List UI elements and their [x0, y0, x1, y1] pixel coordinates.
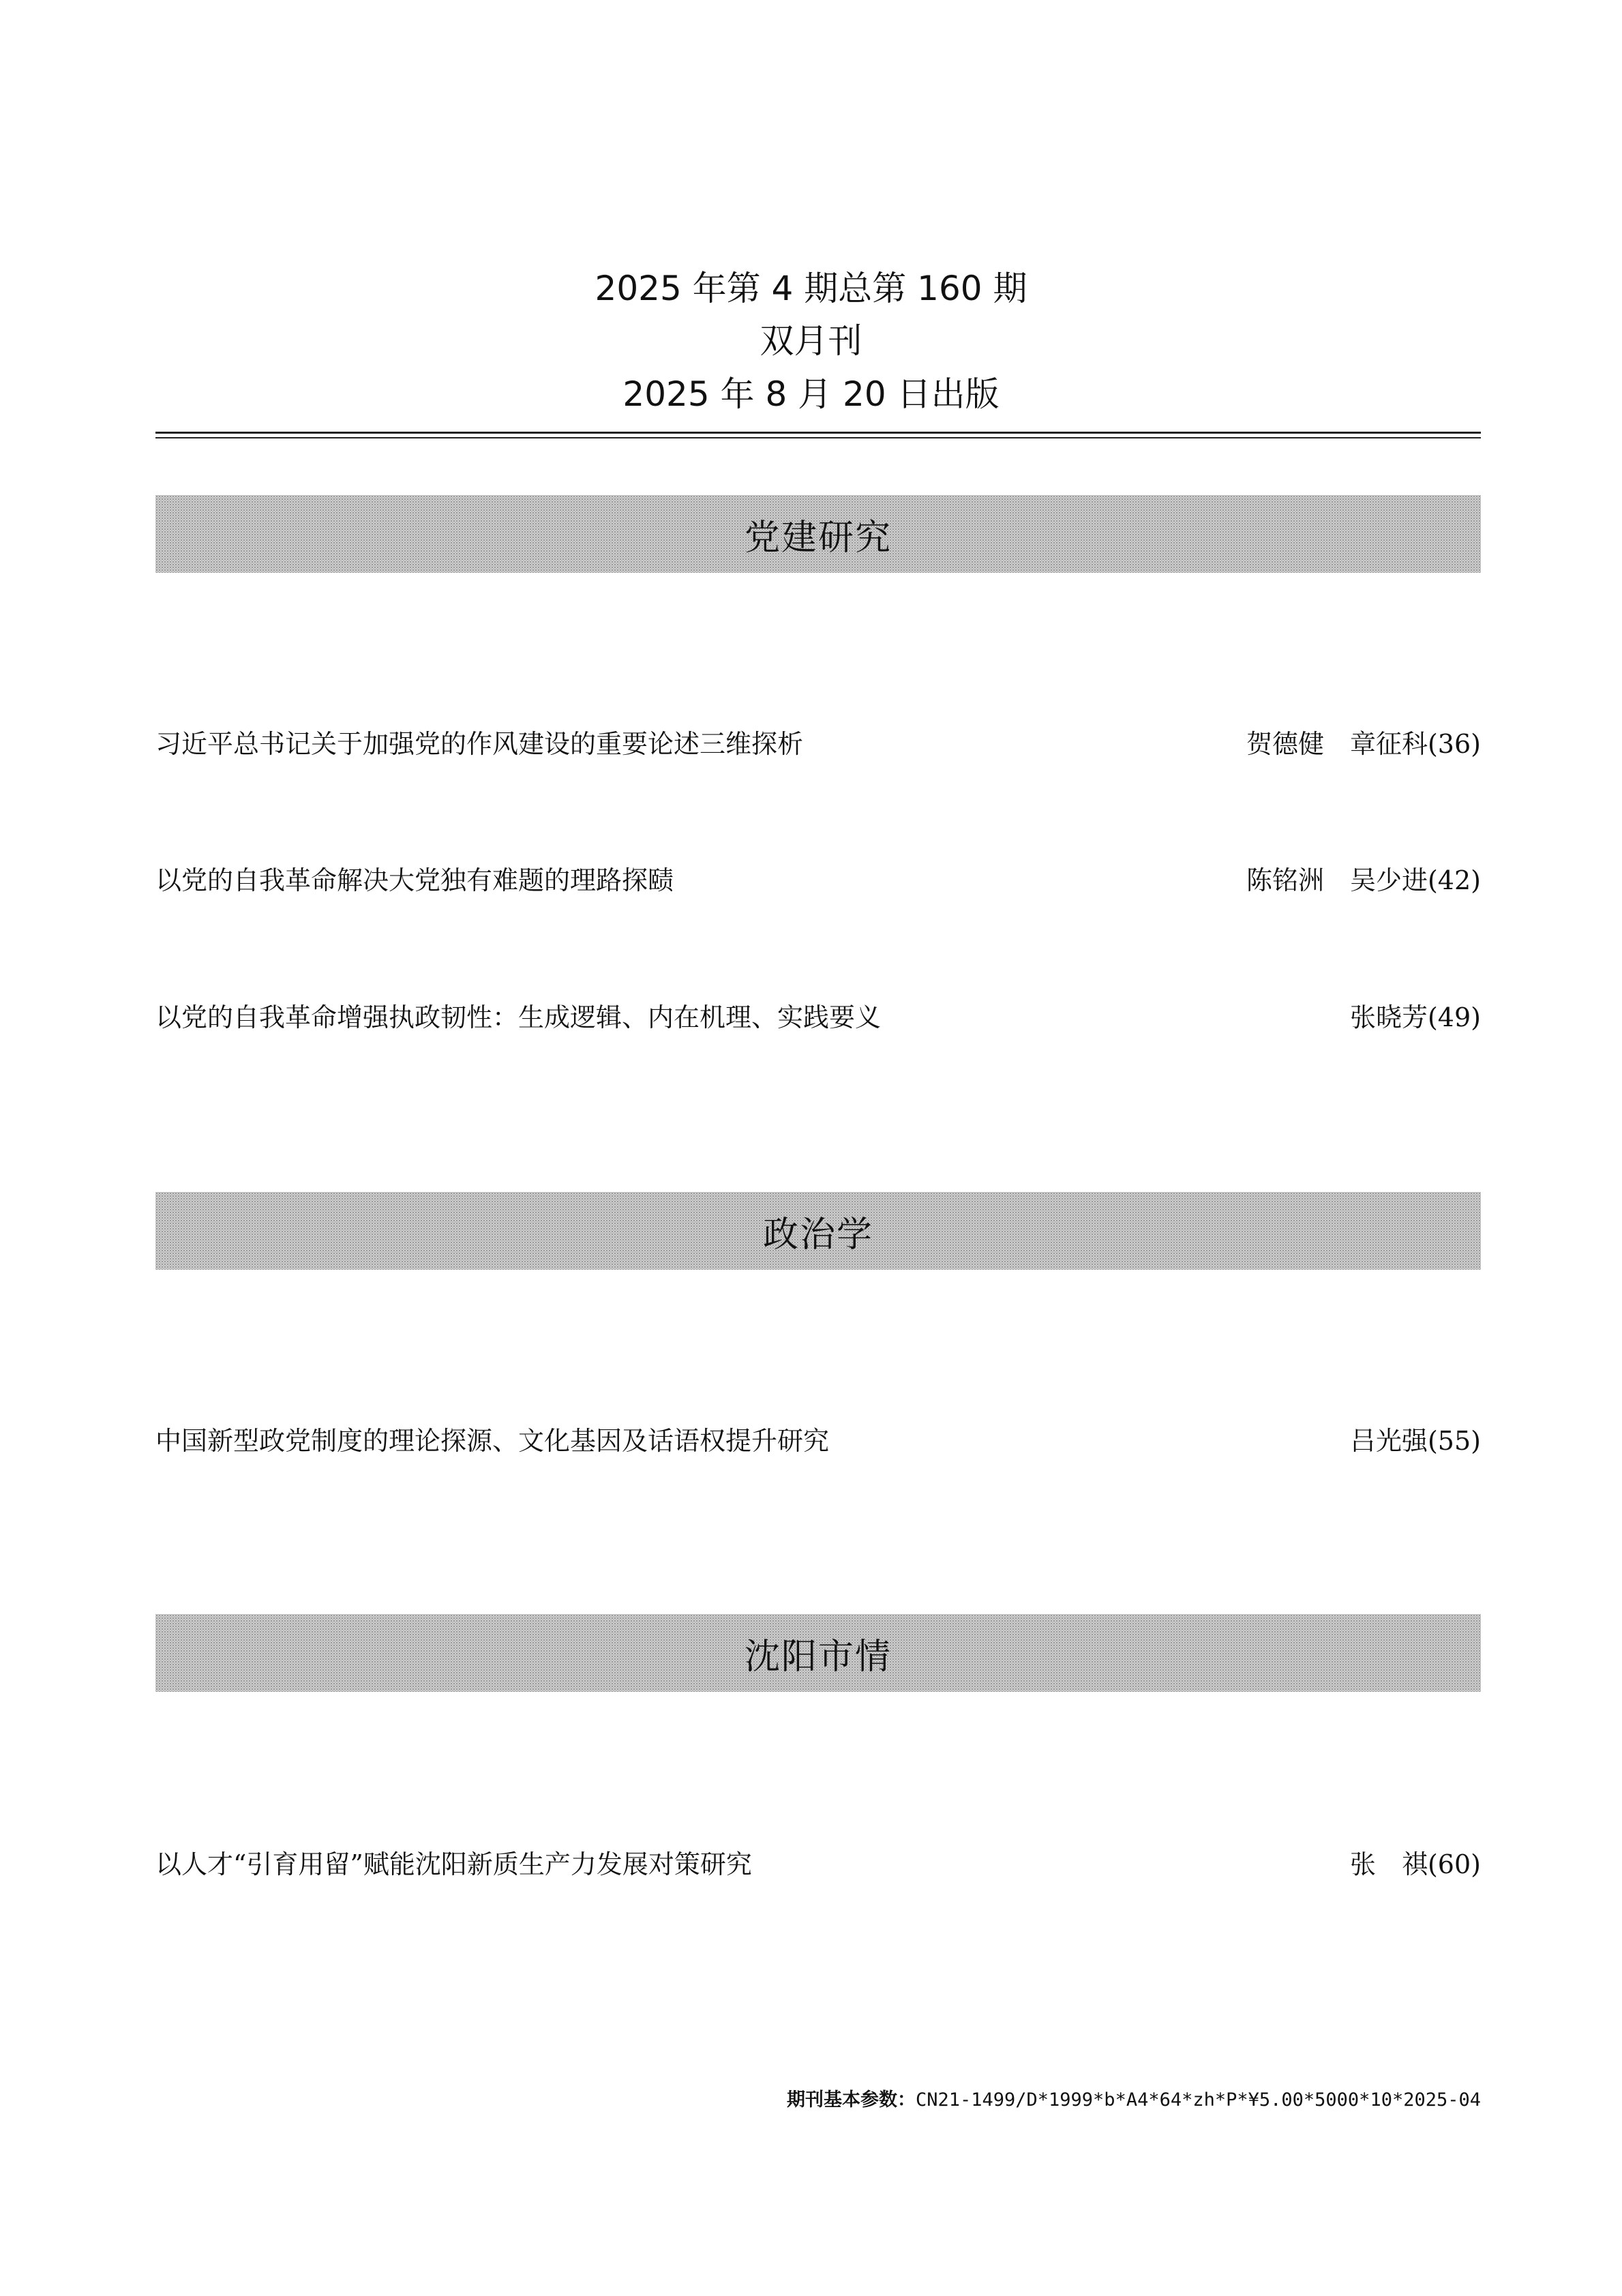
- parameters-label: 期刊基本参数：: [786, 2089, 916, 2111]
- article-authors-page: [1246, 724, 1481, 764]
- section-title: 沈阳市情: [744, 1636, 892, 1678]
- journal-parameters: [787, 2087, 1481, 2114]
- article-page: (60): [1427, 1849, 1481, 1879]
- section-header-shenyang-affairs: [155, 1614, 1481, 1692]
- article-page: (55): [1427, 1426, 1481, 1456]
- header-rule-thick: [155, 432, 1481, 434]
- article-title: 以人才“引育用留”赋能沈阳新质生产力发展对策研究: [155, 1849, 752, 1879]
- article-title: 习近平总书记关于加强党的作风建设的重要论述三维探析: [155, 729, 804, 759]
- toc-entry[interactable]: [155, 724, 1481, 764]
- toc-entry[interactable]: [155, 1844, 1481, 1885]
- section-header-party-building: [155, 495, 1481, 573]
- parameters-value: CN21-1499/D*1999*b*A4*64*zh*P*¥5.00*5000*10*2025-04: [915, 2089, 1481, 2111]
- section-title: 党建研究: [744, 517, 892, 558]
- article-authors-page: [1350, 1844, 1481, 1885]
- article-authors: 张 祺: [1349, 1849, 1428, 1879]
- article-page: (42): [1427, 865, 1481, 895]
- toc-entry[interactable]: [155, 997, 1481, 1038]
- article-title: 以党的自我革命解决大党独有难题的理路探赜: [155, 865, 674, 895]
- article-title: 以党的自我革命增强执政韧性：生成逻辑、内在机理、实践要义: [155, 1002, 882, 1032]
- article-title: 中国新型政党制度的理论探源、文化基因及话语权提升研究: [155, 1426, 830, 1456]
- article-authors-page: [1350, 1420, 1481, 1461]
- section-header-political-science: [155, 1192, 1481, 1270]
- issue-line: 2025 年第 4 期总第 160 期: [595, 269, 1027, 308]
- article-authors-page: [1246, 860, 1481, 901]
- toc-entry[interactable]: [155, 860, 1481, 901]
- publish-date: 2025 年 8 月 20 日出版: [622, 374, 1000, 414]
- section-title: 政治学: [762, 1214, 873, 1255]
- article-authors: 张晓芳: [1349, 1002, 1428, 1032]
- article-page: (36): [1427, 729, 1481, 759]
- article-authors: 吕光强: [1349, 1426, 1428, 1456]
- article-authors: 陈铭洲 吴少进: [1246, 865, 1428, 895]
- publication-frequency: 双月刊: [760, 321, 862, 361]
- article-authors-page: [1350, 997, 1481, 1038]
- article-page: (49): [1427, 1002, 1481, 1032]
- article-authors: 贺德健 章征科: [1246, 729, 1428, 759]
- toc-entry[interactable]: [155, 1420, 1481, 1461]
- header-rule-thin: [155, 437, 1481, 438]
